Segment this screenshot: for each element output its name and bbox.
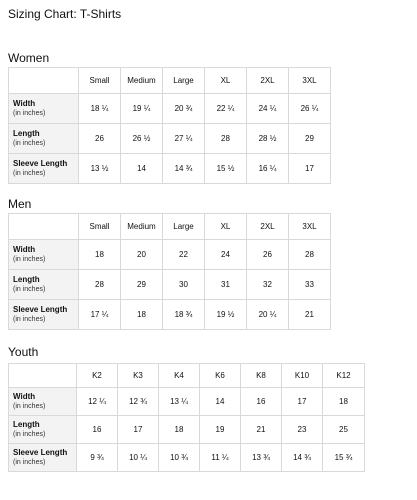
column-header: K10 xyxy=(282,364,323,388)
row-unit: (in inches) xyxy=(13,140,46,147)
row-label: Sleeve Length xyxy=(13,448,68,457)
table-cell: 12 ¼ xyxy=(77,388,118,416)
row-label: Sleeve Length xyxy=(13,305,68,314)
column-header: K6 xyxy=(200,364,241,388)
row-unit: (in inches) xyxy=(13,170,46,177)
table-cell: 16 ¼ xyxy=(247,154,289,184)
column-header: K3 xyxy=(118,364,159,388)
column-header: K12 xyxy=(323,364,365,388)
table-cell: 18 xyxy=(79,240,121,270)
table-cell: 30 xyxy=(163,270,205,300)
row-header xyxy=(9,124,79,154)
table-cell: 11 ¼ xyxy=(200,444,241,472)
table-row xyxy=(9,444,365,472)
table-cell: 19 ½ xyxy=(205,300,247,330)
table-cell: 28 xyxy=(205,124,247,154)
table-cell: 10 ¼ xyxy=(118,444,159,472)
table-cell: 13 ¼ xyxy=(159,388,200,416)
column-header: K2 xyxy=(77,364,118,388)
table-cell: 17 xyxy=(289,154,331,184)
table-cell: 22 ¼ xyxy=(205,94,247,124)
column-header: XL xyxy=(205,68,247,94)
table-row xyxy=(9,300,331,330)
row-label: Width xyxy=(13,99,36,108)
table-cell: 24 ¼ xyxy=(247,94,289,124)
table-cell: 18 ¼ xyxy=(79,94,121,124)
header-corner-cell xyxy=(9,68,79,94)
column-header: Medium xyxy=(121,214,163,240)
table-cell: 18 ¾ xyxy=(163,300,205,330)
column-header: 2XL xyxy=(247,214,289,240)
column-header: Large xyxy=(163,68,205,94)
table-cell: 15 ¾ xyxy=(323,444,365,472)
table-cell: 20 xyxy=(121,240,163,270)
table-cell: 28 xyxy=(289,240,331,270)
table-cell: 22 xyxy=(163,240,205,270)
table-cell: 21 xyxy=(241,416,282,444)
table-cell: 27 ¼ xyxy=(163,124,205,154)
table-cell: 26 xyxy=(247,240,289,270)
table-row xyxy=(9,154,331,184)
table-cell: 18 xyxy=(121,300,163,330)
row-header xyxy=(9,240,79,270)
table-cell: 12 ¾ xyxy=(118,388,159,416)
row-label: Sleeve Length xyxy=(13,159,68,168)
header-corner-cell xyxy=(9,214,79,240)
table-cell: 20 ¾ xyxy=(163,94,205,124)
page-title: Sizing Chart: T-Shirts xyxy=(8,7,122,21)
table-cell: 21 xyxy=(289,300,331,330)
table-cell: 29 xyxy=(121,270,163,300)
table-cell: 32 xyxy=(247,270,289,300)
row-unit: (in inches) xyxy=(13,459,46,466)
row-header xyxy=(9,270,79,300)
table-cell: 29 xyxy=(289,124,331,154)
column-header: Small xyxy=(79,68,121,94)
row-unit: (in inches) xyxy=(13,256,46,263)
table-cell: 24 xyxy=(205,240,247,270)
table-cell: 19 xyxy=(200,416,241,444)
table-cell: 14 ¾ xyxy=(163,154,205,184)
table-row xyxy=(9,416,365,444)
table-cell: 26 ¼ xyxy=(289,94,331,124)
column-header: Medium xyxy=(121,68,163,94)
table-row xyxy=(9,388,365,416)
header-corner-cell xyxy=(9,364,77,388)
table-cell: 33 xyxy=(289,270,331,300)
table-cell: 16 xyxy=(241,388,282,416)
row-header xyxy=(9,300,79,330)
table-cell: 13 ¾ xyxy=(241,444,282,472)
size-table-women xyxy=(8,67,331,184)
table-cell: 13 ½ xyxy=(79,154,121,184)
table-cell: 9 ¾ xyxy=(77,444,118,472)
table-cell: 15 ½ xyxy=(205,154,247,184)
section-label-youth: Youth xyxy=(8,345,39,359)
table-cell: 31 xyxy=(205,270,247,300)
column-header: XL xyxy=(205,214,247,240)
table-cell: 20 ¼ xyxy=(247,300,289,330)
table-row xyxy=(9,240,331,270)
table-cell: 23 xyxy=(282,416,323,444)
row-unit: (in inches) xyxy=(13,110,46,117)
size-table-men xyxy=(8,213,331,330)
row-unit: (in inches) xyxy=(13,403,46,410)
table-cell: 16 xyxy=(77,416,118,444)
size-table-youth xyxy=(8,363,365,472)
table-cell: 18 xyxy=(159,416,200,444)
table-cell: 17 xyxy=(118,416,159,444)
row-label: Length xyxy=(13,275,40,284)
row-header xyxy=(9,416,77,444)
table-cell: 14 xyxy=(200,388,241,416)
table-row xyxy=(9,94,331,124)
row-label: Width xyxy=(13,245,36,254)
table-cell: 18 xyxy=(323,388,365,416)
table-header-row xyxy=(9,214,331,240)
row-header xyxy=(9,154,79,184)
table-row xyxy=(9,124,331,154)
row-label: Width xyxy=(13,392,36,401)
column-header: K4 xyxy=(159,364,200,388)
table-cell: 26 xyxy=(79,124,121,154)
column-header: 3XL xyxy=(289,68,331,94)
row-label: Length xyxy=(13,420,40,429)
row-unit: (in inches) xyxy=(13,431,46,438)
column-header: Large xyxy=(163,214,205,240)
table-row xyxy=(9,270,331,300)
section-label-men: Men xyxy=(8,197,32,211)
row-label: Length xyxy=(13,129,40,138)
row-unit: (in inches) xyxy=(13,286,46,293)
table-header-row xyxy=(9,68,331,94)
table-header-row xyxy=(9,364,365,388)
table-cell: 25 xyxy=(323,416,365,444)
table-cell: 14 ¾ xyxy=(282,444,323,472)
table-cell: 17 xyxy=(282,388,323,416)
table-cell: 10 ¾ xyxy=(159,444,200,472)
table-cell: 14 xyxy=(121,154,163,184)
table-cell: 17 ¼ xyxy=(79,300,121,330)
column-header: K8 xyxy=(241,364,282,388)
column-header: 2XL xyxy=(247,68,289,94)
section-label-women: Women xyxy=(8,51,50,65)
table-cell: 19 ¼ xyxy=(121,94,163,124)
column-header: Small xyxy=(79,214,121,240)
column-header: 3XL xyxy=(289,214,331,240)
row-header xyxy=(9,444,77,472)
table-cell: 28 xyxy=(79,270,121,300)
table-cell: 28 ½ xyxy=(247,124,289,154)
row-header xyxy=(9,388,77,416)
row-header xyxy=(9,94,79,124)
table-cell: 26 ½ xyxy=(121,124,163,154)
row-unit: (in inches) xyxy=(13,316,46,323)
